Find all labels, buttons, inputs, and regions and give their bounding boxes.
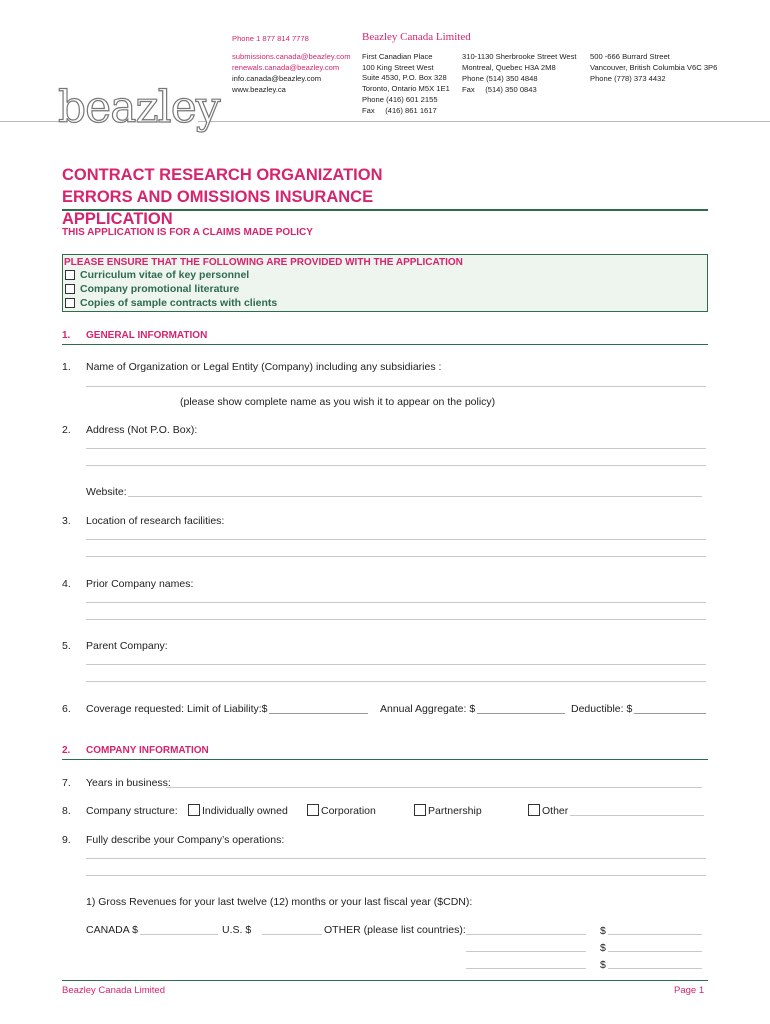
- title-line-2: ERRORS AND OMISSIONS INSURANCE: [62, 188, 374, 206]
- section-2-number: 2.: [62, 745, 71, 756]
- aggregate-answer-line[interactable]: [477, 713, 565, 714]
- annual-aggregate-label: Annual Aggregate: $: [380, 703, 476, 715]
- q8-number: 8.: [62, 805, 71, 817]
- section-2-rule: [62, 759, 708, 760]
- office-vancouver-phone: [590, 74, 666, 85]
- website-answer-line[interactable]: [128, 496, 702, 497]
- q7-label: Years in business:: [86, 777, 171, 789]
- office-vancouver: [590, 52, 717, 73]
- office-toronto: [362, 52, 450, 94]
- q9-number: 9.: [62, 834, 71, 846]
- q6-label: Coverage requested: Limit of Liability:$: [86, 703, 268, 715]
- deductible-answer-line[interactable]: [634, 713, 706, 714]
- ensure-item-contracts: Copies of sample contracts with clients: [80, 297, 278, 309]
- other-answer-line[interactable]: [570, 815, 704, 816]
- country-answer-line[interactable]: [466, 968, 586, 969]
- office-line: 500 -666 Burrard Street: [590, 52, 670, 61]
- q2-answer-line[interactable]: [86, 465, 706, 466]
- canada-label: CANADA $: [86, 924, 138, 936]
- section-1-rule: [62, 344, 708, 345]
- title-line-1: CONTRACT RESEARCH ORGANIZATION: [62, 166, 383, 184]
- q3-answer-line[interactable]: [86, 539, 706, 540]
- q5-number: 5.: [62, 640, 71, 652]
- deductible-label: Deductible: $: [571, 703, 633, 715]
- dollar-sign: $: [600, 942, 606, 954]
- footer-rule: [62, 980, 708, 981]
- option-partnership: Partnership: [428, 805, 482, 817]
- q8-label: Company structure:: [86, 805, 178, 817]
- checkbox-individually-owned[interactable]: [188, 804, 200, 816]
- footer-company: Beazley Canada Limited: [62, 985, 165, 996]
- q4-answer-line[interactable]: [86, 619, 706, 620]
- gross-revenues-label: 1) Gross Revenues for your last twelve (12) months or your last fiscal year ($CDN):: [86, 896, 473, 908]
- country-answer-line[interactable]: [466, 951, 586, 952]
- us-answer-line[interactable]: [262, 934, 322, 935]
- checkbox-other[interactable]: [528, 804, 540, 816]
- checkbox-cv[interactable]: [65, 270, 75, 280]
- header-contact: [232, 74, 321, 95]
- claims-made-note: THIS APPLICATION IS FOR A CLAIMS MADE POLICY: [62, 227, 313, 238]
- office-line: Suite 4530, P.O. Box 328: [362, 73, 447, 82]
- page-number: Page 1: [674, 985, 705, 996]
- section-1-number: 1.: [62, 330, 71, 341]
- ensure-title: PLEASE ENSURE THAT THE FOLLOWING ARE PROVIDED WITH THE APPLICATION: [64, 257, 463, 268]
- office-montreal: [462, 52, 577, 73]
- q2-answer-line[interactable]: [86, 448, 706, 449]
- ensure-item-cv: Curriculum vitae of key personnel: [80, 269, 250, 281]
- q5-answer-line[interactable]: [86, 681, 706, 682]
- q2-label: Address (Not P.O. Box):: [86, 424, 198, 436]
- q6-number: 6.: [62, 703, 71, 715]
- limit-answer-line[interactable]: [269, 713, 368, 714]
- q1-label: Name of Organization or Legal Entity (Company) including any subsidiaries :: [86, 361, 442, 373]
- checkbox-literature[interactable]: [65, 284, 75, 294]
- office-toronto-phones: [362, 95, 438, 116]
- email-submissions[interactable]: submissions.canada@beazley.com: [232, 52, 351, 61]
- header-emails: [232, 52, 351, 73]
- q1-number: 1.: [62, 361, 71, 373]
- q4-number: 4.: [62, 578, 71, 590]
- q3-label: Location of research facilities:: [86, 515, 225, 527]
- checkbox-partnership[interactable]: [414, 804, 426, 816]
- q9-label: Fully describe your Company’s operations:: [86, 834, 285, 846]
- header-rule: [0, 121, 62, 122]
- email-info[interactable]: info.canada@beazley.com: [232, 74, 322, 83]
- beazley-logo: beazley: [58, 82, 220, 133]
- office-phone: Phone (416) 601 2155: [362, 95, 438, 104]
- q3-answer-line[interactable]: [86, 556, 706, 557]
- title-line-3: APPLICATION: [62, 210, 173, 228]
- country-answer-line[interactable]: [466, 934, 586, 935]
- q9-answer-line[interactable]: [86, 875, 706, 876]
- q4-label: Prior Company names:: [86, 578, 194, 590]
- q1-note: (please show complete name as you wish it to appear on the policy): [180, 396, 496, 408]
- amount-answer-line[interactable]: [608, 934, 702, 935]
- option-individually-owned: Individually owned: [202, 805, 288, 817]
- office-phone: Phone (514) 350 4848: [462, 74, 538, 83]
- office-montreal-phones: [462, 74, 538, 95]
- us-label: U.S. $: [222, 924, 252, 936]
- office-line: Vancouver, British Columbia V6C 3P6: [590, 62, 718, 72]
- title-rule: [62, 209, 708, 211]
- q7-number: 7.: [62, 777, 71, 789]
- checkbox-corporation[interactable]: [307, 804, 319, 816]
- q9-answer-line[interactable]: [86, 858, 706, 859]
- office-line: First Canadian Place: [362, 52, 433, 61]
- dollar-sign: $: [600, 925, 606, 937]
- office-fax: Fax (514) 350 0843: [462, 84, 537, 94]
- website-link[interactable]: www.beazley.ca: [232, 84, 286, 94]
- office-line: Montreal, Quebec H3A 2M8: [462, 62, 556, 72]
- q2-number: 2.: [62, 424, 71, 436]
- q1-answer-line[interactable]: [86, 386, 706, 387]
- section-2-title: COMPANY INFORMATION: [86, 745, 209, 756]
- header-company: Beazley Canada Limited: [362, 31, 471, 43]
- office-phone: Phone (778) 373 4432: [590, 74, 666, 83]
- checkbox-contracts[interactable]: [65, 298, 75, 308]
- amount-answer-line[interactable]: [608, 968, 702, 969]
- office-fax: Fax (416) 861 1617: [362, 105, 437, 115]
- q4-answer-line[interactable]: [86, 602, 706, 603]
- q5-answer-line[interactable]: [86, 664, 706, 665]
- amount-answer-line[interactable]: [608, 951, 702, 952]
- canada-answer-line[interactable]: [140, 934, 218, 935]
- header-rule: [198, 121, 770, 122]
- q5-label: Parent Company:: [86, 640, 168, 652]
- office-line: Toronto, Ontario M5X 1E1: [362, 83, 450, 93]
- dollar-sign: $: [600, 959, 606, 971]
- q7-answer-line[interactable]: [166, 787, 702, 788]
- other-countries-label: OTHER (please list countries):: [324, 924, 466, 936]
- ensure-item-literature: Company promotional literature: [80, 283, 240, 295]
- q3-number: 3.: [62, 515, 71, 527]
- email-renewals[interactable]: renewals.canada@beazley.com: [232, 62, 340, 72]
- office-line: 310-1130 Sherbrooke Street West: [462, 52, 577, 61]
- option-other: Other: [542, 805, 569, 817]
- header-phone: Phone 1 877 814 7778: [232, 34, 309, 43]
- website-label: Website:: [86, 486, 127, 498]
- section-1-title: GENERAL INFORMATION: [86, 330, 208, 341]
- option-corporation: Corporation: [321, 805, 376, 817]
- office-line: 100 King Street West: [362, 62, 434, 72]
